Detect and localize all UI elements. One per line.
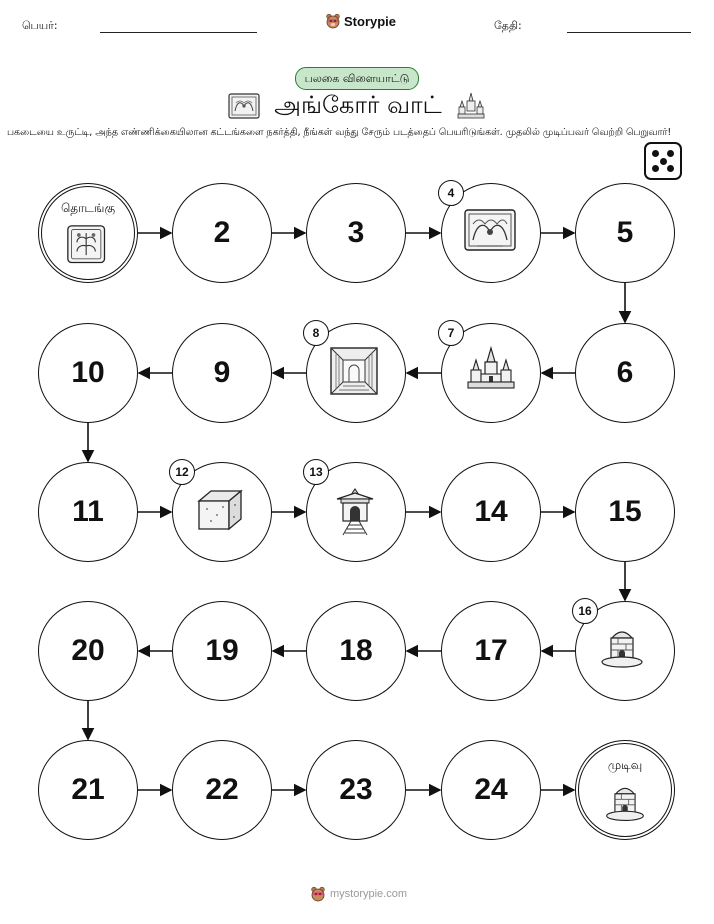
board-space	[38, 601, 138, 701]
footer-url[interactable]: mystorypie.com	[330, 888, 408, 900]
name-label: பெயர்:	[22, 19, 58, 32]
board-space	[306, 323, 406, 423]
space-number: 15	[608, 495, 642, 528]
title-row	[0, 89, 714, 123]
die-five-icon	[644, 142, 682, 180]
board-space	[38, 323, 138, 423]
board-space	[306, 183, 406, 283]
board-space	[441, 183, 541, 283]
temple-icon	[464, 346, 516, 398]
space-number: 2	[213, 216, 231, 249]
space-number: 18	[339, 634, 373, 667]
board-space	[172, 183, 272, 283]
space-number-badge: 12	[169, 459, 195, 485]
space-number-badge: 7	[438, 320, 464, 346]
brand-logo	[325, 13, 396, 29]
stone-carving-icon	[66, 223, 110, 269]
board-space	[575, 601, 675, 701]
start-label: தொடங்கு	[60, 201, 116, 215]
board-space	[306, 740, 406, 840]
space-number: 24	[474, 773, 508, 806]
space-number: 20	[71, 634, 105, 667]
board-space	[575, 462, 675, 562]
board-space	[38, 462, 138, 562]
space-number: 21	[71, 773, 105, 806]
board-space	[172, 323, 272, 423]
bear-mascot-icon	[310, 886, 326, 902]
footer	[310, 886, 407, 902]
board-space	[441, 323, 541, 423]
space-number-badge: 8	[303, 320, 329, 346]
space-number: 3	[347, 216, 365, 249]
space-number: 6	[616, 356, 634, 389]
start-space	[38, 183, 138, 283]
date-line[interactable]	[567, 32, 691, 33]
board-space	[38, 740, 138, 840]
stone-tower-icon	[603, 780, 647, 826]
finish-space	[575, 740, 675, 840]
space-number: 22	[205, 773, 239, 806]
board-space	[172, 601, 272, 701]
space-number-badge: 16	[572, 598, 598, 624]
bear-mascot-icon	[325, 13, 341, 29]
space-number-badge: 4	[438, 180, 464, 206]
space-number: 23	[339, 773, 373, 806]
stone-tower-icon	[598, 624, 650, 676]
board-space	[441, 601, 541, 701]
board-space	[306, 462, 406, 562]
stone-block-icon	[195, 485, 247, 537]
finish-label: முடிவு	[607, 758, 643, 772]
board-space	[172, 462, 272, 562]
temple-icon	[456, 91, 486, 121]
space-number: 11	[72, 495, 104, 528]
space-number: 10	[71, 356, 105, 389]
gate-pavilion-icon	[329, 485, 381, 537]
space-number: 5	[616, 216, 634, 249]
corridor-icon	[329, 346, 381, 398]
space-number: 19	[205, 634, 239, 667]
board-space	[575, 183, 675, 283]
board-space	[441, 740, 541, 840]
category-badge: பலகை விளையாட்டு	[295, 67, 419, 90]
board-space	[575, 323, 675, 423]
name-line[interactable]	[100, 32, 257, 33]
space-number-badge: 13	[303, 459, 329, 485]
board-space	[441, 462, 541, 562]
carved-relief-icon	[463, 206, 517, 258]
instructions: பகடையை உருட்டி, அந்த எண்ணிக்கையிலான கட்டங்களை நகர்த்தி, நீங்கள் வந்து சேரும் படத்தைப் பெயரிடுங்கள். முதலில் முடிப்பவர் வெற்றி பெறுவார்!	[7, 127, 672, 138]
board-space	[172, 740, 272, 840]
page-title: அங்கோர் வாட்	[274, 90, 442, 119]
space-number: 9	[213, 356, 231, 389]
board-space	[306, 601, 406, 701]
space-number: 17	[474, 634, 508, 667]
carved-relief-icon	[228, 93, 260, 119]
brand-name: Storypie	[344, 13, 397, 29]
space-number: 14	[474, 495, 508, 528]
date-label: தேதி:	[494, 19, 522, 32]
